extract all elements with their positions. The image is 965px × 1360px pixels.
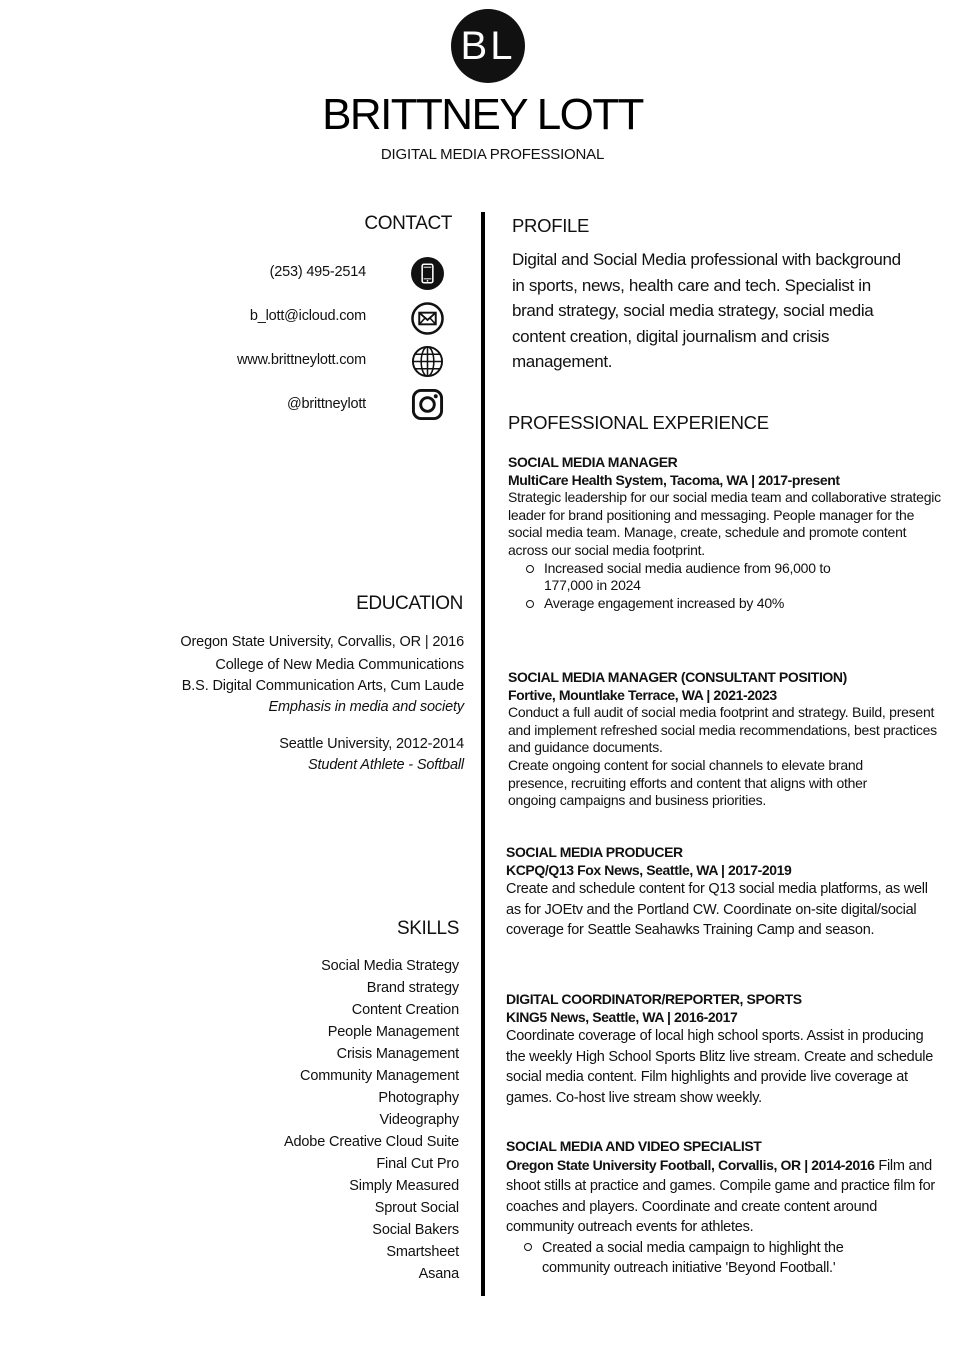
education-athlete: Student Athlete - Softball [308, 757, 464, 773]
skills-heading: SKILLS [396, 918, 459, 939]
contact-email: b_lott@icloud.com [249, 308, 366, 324]
job-company: Oregon State University Football, Corvallis, OR | 2014-2016 [506, 1156, 875, 1173]
contact-phone: (253) 495-2514 [269, 264, 366, 280]
education-college: College of New Media Communications [215, 657, 464, 673]
monogram-text: BL [460, 23, 516, 68]
job-description-2: Create ongoing content for social channels to elevate brand presence, recruiting efforts and content that aligns with other ongoing campaigns and business priorities. [508, 756, 868, 809]
skill-item: Photography [378, 1090, 459, 1106]
experience-heading: PROFESSIONAL EXPERIENCE [508, 412, 769, 433]
job-bullets [508, 560, 948, 613]
monogram-logo [451, 9, 525, 83]
contact-heading: CONTACT [364, 213, 452, 234]
job-title: SOCIAL MEDIA AND VIDEO SPECIALIST [506, 1138, 762, 1154]
job-description: Conduct a full audit of social media footprint and strategy. Build, present and implement refreshed social media recommendations, best practices and guidance documents. [508, 704, 937, 756]
education-emphasis: Emphasis in media and society [268, 699, 464, 715]
education-degree: B.S. Digital Communication Arts, Cum Laude [181, 678, 464, 694]
phone-icon [411, 257, 444, 290]
job-description: Strategic leadership for our social media team and collaborative strategic leader for brand positioning and messaging. People manager for the social media team. Manage, create, schedule and promote content across our social media footprint. [508, 489, 941, 558]
skill-item: Asana [418, 1266, 459, 1282]
skill-item: Final Cut Pro [376, 1156, 459, 1172]
contact-instagram: @brittneylott [286, 396, 366, 412]
skill-item: Sprout Social [374, 1200, 459, 1216]
email-icon [411, 302, 444, 335]
skill-item: Content Creation [351, 1002, 459, 1018]
job-entry-3 [506, 844, 936, 941]
job-company-and-description [506, 1156, 946, 1238]
job-title: SOCIAL MEDIA MANAGER (CONSULTANT POSITION) [508, 669, 847, 685]
instagram-icon [411, 388, 444, 421]
resume-name: BRITTNEY LOTT [322, 90, 643, 139]
skill-item: Brand strategy [366, 980, 459, 996]
job-description: Film and shoot stills at practice and games. Compile game and practice film for coaches and players. Coordinate and create content around community outreach events for athletes. [506, 1157, 935, 1235]
globe-icon [411, 345, 444, 378]
job-description: Create and schedule content for Q13 social media platforms, as well as for JOEtv and the Portland CW. Coordinate on-site digital/social coverage for Seattle Seahawks Training Camp and season. [506, 881, 928, 938]
job-bullet: Increased social media audience from 96,000 to 177,000 in 2024 [544, 560, 864, 595]
profile-text: Digital and Social Media professional with background in sports, news, health care and tech. Specialist in brand strategy, social media strategy, social media content creation, digital journalism and crisis management. [512, 250, 901, 371]
skill-item: Simply Measured [349, 1178, 459, 1194]
job-bullets [506, 1238, 946, 1279]
skill-item: Crisis Management [336, 1046, 459, 1062]
skills-list [284, 955, 459, 1285]
profile-heading: PROFILE [512, 215, 590, 236]
job-entry-2 [508, 669, 944, 810]
column-divider [481, 212, 485, 1296]
skill-item: Adobe Creative Cloud Suite [283, 1134, 459, 1150]
job-description: Coordinate coverage of local high school sports. Assist in producing the weekly High School Sports Blitz live stream. Create and schedule social media content. Film highlights and provide live coverage at games. Co-host live stream show weekly. [506, 1028, 934, 1106]
education-school-1: Oregon State University, Corvallis, OR | 2016 [180, 634, 464, 650]
job-entry-1 [508, 454, 948, 612]
job-company: Fortive, Mountlake Terrace, WA | 2021-2023 [508, 686, 777, 703]
job-company: KCPQ/Q13 Fox News, Seattle, WA | 2017-2019 [506, 861, 792, 878]
education-school-2: Seattle University, 2012-2014 [279, 736, 464, 752]
job-company: MultiCare Health System, Tacoma, WA | 2017-present [508, 471, 840, 488]
job-title: SOCIAL MEDIA PRODUCER [506, 844, 683, 860]
job-bullet: Created a social media campaign to highlight the community outreach initiative 'Beyond Football.' [542, 1238, 882, 1279]
skill-item: People Management [327, 1024, 459, 1040]
job-entry-4 [506, 991, 946, 1108]
education-heading: EDUCATION [356, 593, 463, 614]
skill-item: Social Bakers [372, 1222, 459, 1238]
resume-title: DIGITAL MEDIA PROFESSIONAL [380, 146, 605, 163]
skill-item: Social Media Strategy [321, 958, 459, 974]
skill-item: Videography [379, 1112, 459, 1128]
skill-item: Community Management [300, 1068, 459, 1084]
contact-website: www.brittneylott.com [237, 352, 366, 368]
job-bullet: Average engagement increased by 40% [544, 595, 948, 613]
job-title: SOCIAL MEDIA MANAGER [508, 454, 678, 470]
job-company: KING5 News, Seattle, WA | 2016-2017 [506, 1008, 738, 1025]
job-title: DIGITAL COORDINATOR/REPORTER, SPORTS [506, 991, 802, 1007]
job-entry-5 [506, 1138, 946, 1279]
skill-item: Smartsheet [386, 1244, 459, 1260]
